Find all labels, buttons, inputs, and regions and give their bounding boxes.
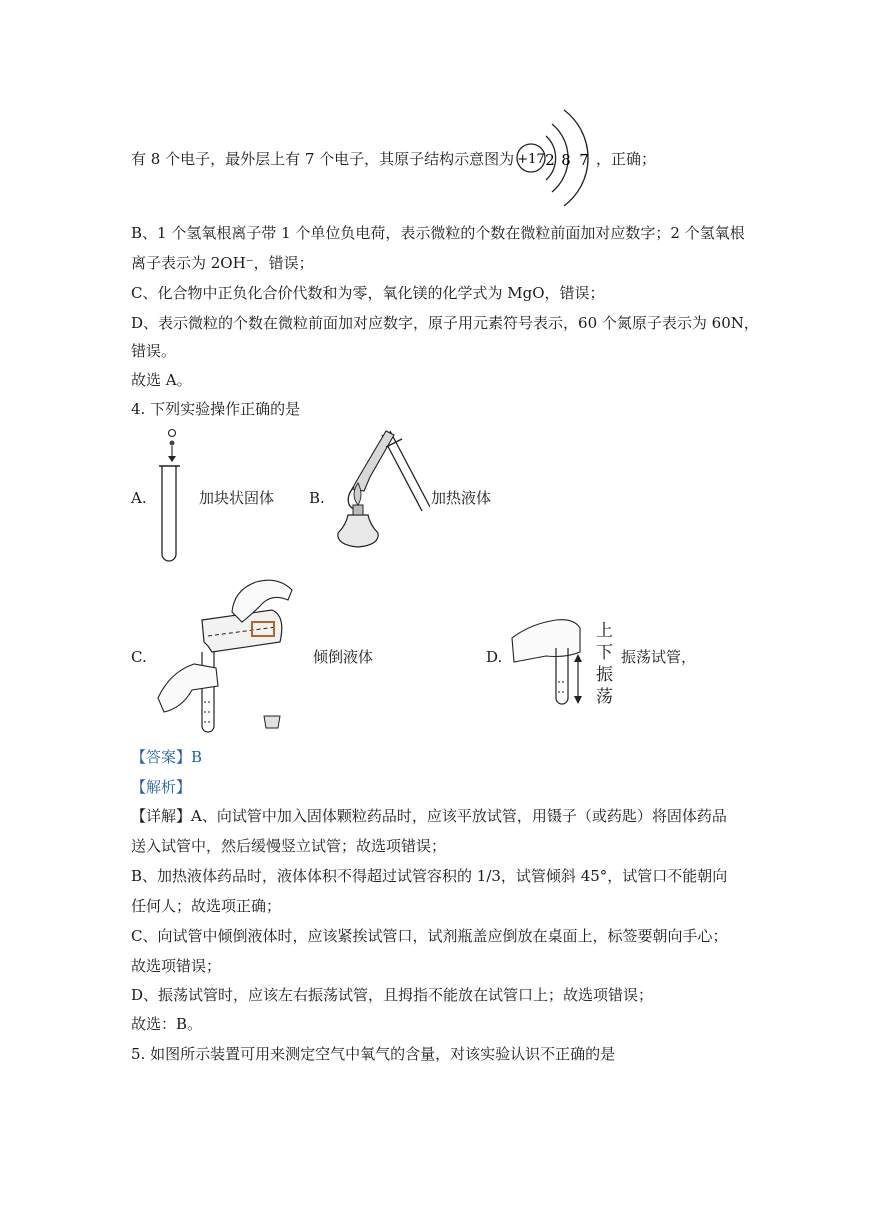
text-after-diagram: ，正确；: [596, 150, 657, 168]
shell-2-electrons: 8: [561, 151, 571, 169]
analysis-heading: 【解析】: [131, 778, 192, 796]
side-char-2: 下: [596, 643, 613, 663]
detail-line-3: B、加热液体药品时，液体体积不得超过试管容积的 1/3，试管倾斜 45°，试管口不能朝向: [131, 867, 728, 885]
side-char-4: 荡: [596, 687, 613, 707]
detail-line-7: D、振荡试管时，应该左右振荡试管，且拇指不能放在试管口上；故选项错误；: [131, 986, 654, 1004]
question-5-title: 5. 如图所示装置可用来测定空气中氧气的含量，对该实验认识不正确的是: [131, 1045, 616, 1063]
text-line-d1: D、表示微粒的个数在微粒前面加对应数字，原子用元素符号表示，60 个氮原子表示为 60N，: [131, 314, 759, 332]
detail-line-5: C、向试管中倾倒液体时，应该紧挨试管口，试剂瓶盖应倒放在桌面上，标签要朝向手心；: [131, 927, 728, 945]
option-d-text: 振荡试管，: [621, 648, 697, 666]
text-line-c: C、化合物中正负化合价代数和为零，氧化镁的化学式为 MgO，错误；: [131, 284, 605, 302]
text-before-diagram: 有 8 个电子，最外层上有 7 个电子，其原子结构示意图为: [131, 150, 515, 168]
text-line-b1: B、1 个氢氧根离子带 1 个单位负电荷，表示微粒的个数在微粒前面加对应数字；2 个氢氧根: [131, 224, 745, 242]
option-b-text: 加热液体: [431, 489, 492, 507]
option-d-letter: D.: [486, 648, 503, 666]
shell-1-electrons: 2: [545, 151, 555, 169]
detail-line-6: 故选项错误；: [131, 957, 222, 975]
detail-line-8: 故选：B。: [131, 1015, 203, 1033]
option-c-letter: C.: [131, 648, 147, 666]
nucleus-charge: +17: [517, 152, 545, 167]
text-line-b2: 离子表示为 2OH⁻，错误；: [131, 254, 314, 272]
option-b-heating-figure: [330, 425, 430, 550]
text-line-1: [131, 149, 514, 169]
option-c-text: 倾倒液体: [313, 648, 374, 666]
option-c-pouring-figure: [152, 572, 302, 737]
detail-line-4: 任何人；故选项正确；: [131, 897, 282, 915]
question-4-title: 4. 下列实验操作正确的是: [131, 400, 301, 418]
text-line-choose-a: 故选 A。: [131, 371, 192, 389]
shell-3-electrons: 7: [579, 151, 589, 169]
side-char-1: 上: [596, 621, 613, 641]
option-a-text: 加块状固体: [199, 489, 275, 507]
detail-line-1: 【详解】A、向试管中加入固体颗粒药品时，应该平放试管，用镊子（或药匙）将固体药品: [131, 807, 727, 825]
option-a-letter: A.: [131, 489, 147, 507]
atom-structure-diagram: [514, 106, 592, 210]
detail-line-2: 送入试管中，然后缓慢竖立试管；故选项错误；: [131, 837, 447, 855]
text-line-d2: 错误。: [131, 342, 177, 360]
option-d-side-label: [596, 620, 616, 710]
option-a-test-tube-figure: [155, 428, 185, 566]
option-b-letter: B.: [309, 489, 325, 507]
answer-heading: 【答案】B: [131, 748, 203, 766]
side-char-3: 振: [596, 665, 613, 685]
